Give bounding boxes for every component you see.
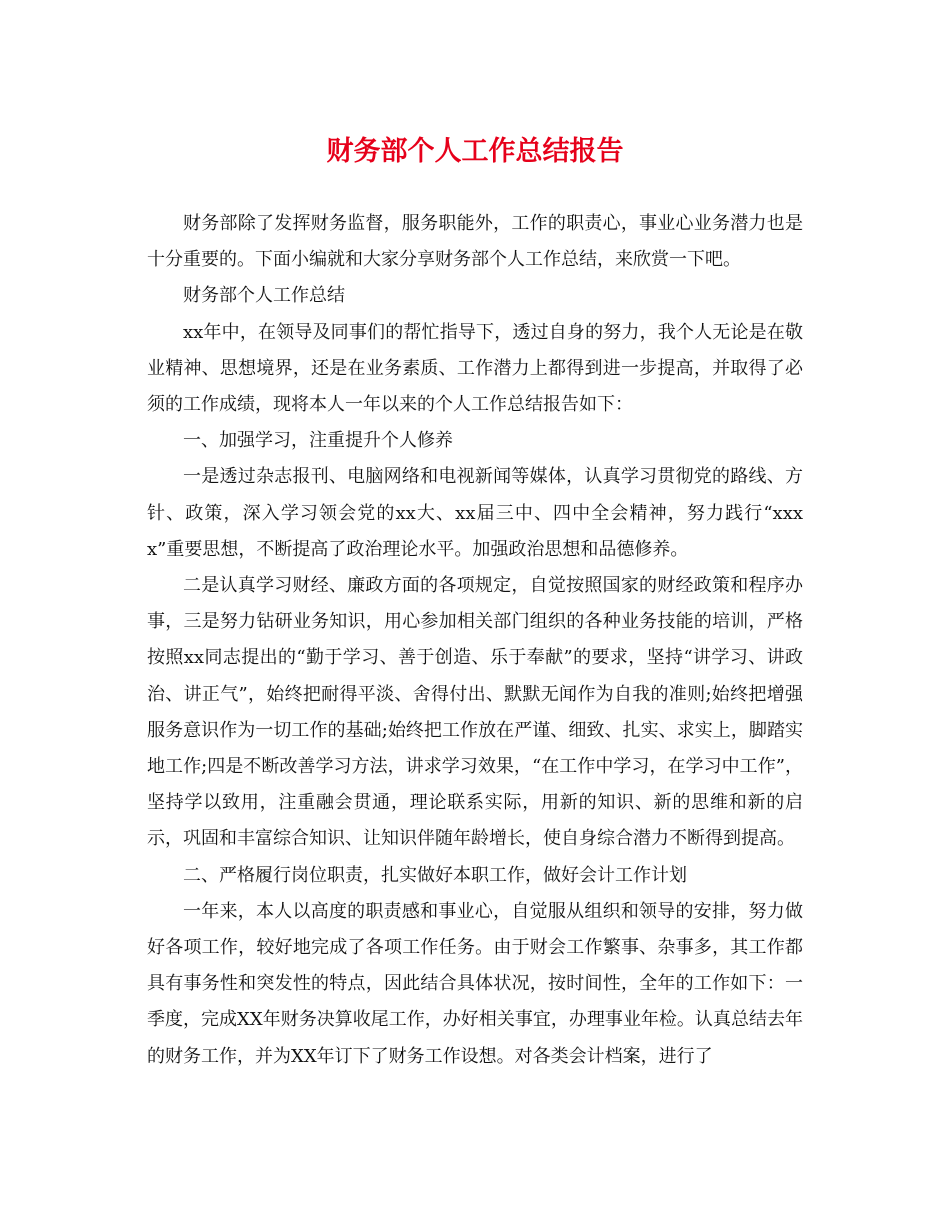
paragraph-study-1: 一是透过杂志报刊、电脑网络和电视新闻等媒体，认真学习贯彻党的路线、方针、政策，深入学习领会党的xx大、xx届三中、四中全会精神，努力践行“xxxx”重要思想，不断提高了政治理论水平。加强政治思想和品德修养。 [147, 466, 803, 560]
paragraph-study-2: 二是认真学习财经、廉政方面的各项规定，自觉按照国家的财经政策和程序办事，三是努力钻研业务知识，用心参加相关部门组织的各种业务技能的培训，严格按照xx同志提出的“勤于学习、善于创造、乐于奉献”的要求，坚持“讲学习、讲政治、讲正气”，始终把耐得平淡、舍得付出、默默无闻作为自我的准则;始终把增强服务意识作为一切工作的基础;始终把工作放在严谨、细致、扎实、求实上，脚踏实地工作;四是不断改善学习方法，讲求学习效果，“在工作中学习，在学习中工作”，坚持学以致用，注重融会贯通，理论联系实际，用新的知识、新的思维和新的启示，巩固和丰富综合知识、让知识伴随年龄增长，使自身综合潜力不断得到提高。 [147, 575, 803, 850]
document-body [147, 206, 803, 1075]
paragraph-subtitle: 财务部个人工作总结 [183, 285, 345, 307]
paragraph-overview: xx年中，在领导及同事们的帮忙指导下，透过自身的努力，我个人无论是在敬业精神、思想境界，还是在业务素质、工作潜力上都得到进一步提高，并取得了必须的工作成绩，现将本人一年以来的个人工作总结报告如下： [147, 321, 803, 416]
paragraph-intro: 财务部除了发挥财务监督，服务职能外，工作的职责心，事业心业务潜力也是十分重要的。下面小编就和大家分享财务部个人工作总结，来欣赏一下吧。 [147, 213, 803, 271]
document-title: 财务部个人工作总结报告 [326, 136, 624, 167]
section-heading-1: 一、加强学习，注重提升个人修养 [183, 430, 453, 452]
section-heading-2: 二、严格履行岗位职责，扎实做好本职工作，做好会计工作计划 [183, 864, 687, 886]
paragraph-duties: 一年来，本人以高度的职责感和事业心，自觉服从组织和领导的安排，努力做好各项工作，较好地完成了各项工作任务。由于财会工作繁事、杂事多，其工作都具有事务性和突发性的特点，因此结合具体状况，按时间性，全年的工作如下：一季度，完成XX年财务决算收尾工作，办好相关事宜，办理事业年检。认真总结去年的财务工作，并为XX年订下了财务工作设想。对各类会计档案，进行了 [147, 900, 803, 1067]
